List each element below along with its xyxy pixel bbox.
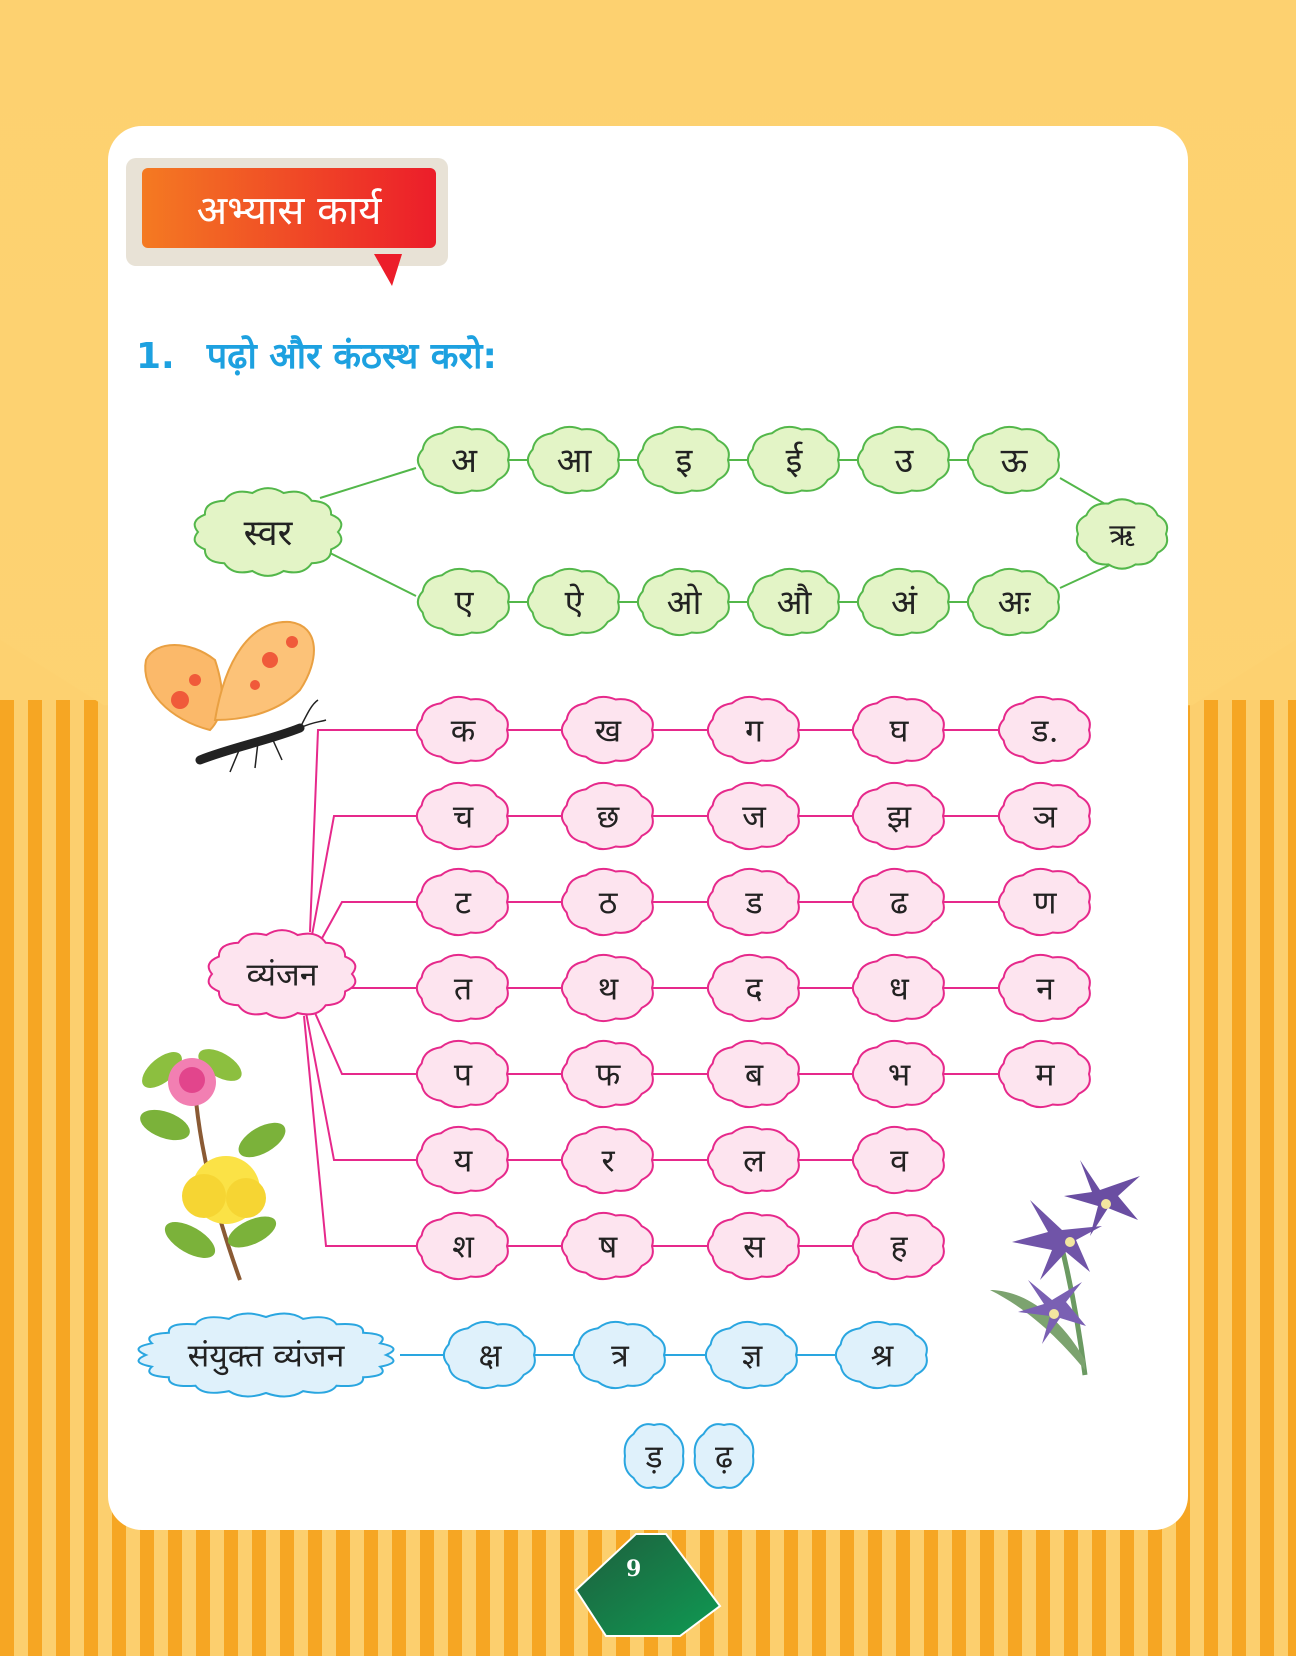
vyanjan-letter — [417, 955, 508, 1021]
letter-label: ढ — [889, 883, 909, 922]
letter-label: संयुक्त व्यंजन — [187, 1336, 345, 1375]
letter-label: ल — [743, 1141, 765, 1180]
vyanjan-letter — [708, 1127, 799, 1193]
letter-label: व्यंजन — [246, 955, 318, 994]
vyanjan-letter — [708, 955, 799, 1021]
letter-label: द — [745, 969, 763, 1008]
vyanjan-letter — [417, 869, 508, 935]
page-number-badge — [570, 1530, 740, 1644]
vyanjan-letter — [853, 783, 944, 849]
vyanjan-letter — [562, 955, 653, 1021]
sanyukt-letter — [444, 1322, 535, 1388]
letter-label: झ — [886, 797, 912, 836]
vyanjan-letter — [562, 1127, 653, 1193]
letter-label: ऐ — [564, 583, 584, 624]
letter-label: य — [453, 1141, 473, 1180]
vyanjan-letter — [999, 697, 1090, 763]
letter-label: ष — [598, 1227, 618, 1266]
vyanjan-letter — [853, 1213, 944, 1279]
vyanjan-letter — [708, 869, 799, 935]
sanyukt-label — [139, 1314, 394, 1397]
swar-letter — [858, 569, 949, 635]
sanyukt-letter — [574, 1322, 665, 1388]
vyanjan-letter — [708, 697, 799, 763]
letter-label: र — [601, 1141, 615, 1180]
question-text: पढ़ो और कंठस्थ करो: — [206, 336, 497, 377]
letter-label: ह — [890, 1227, 908, 1266]
letter-label: फ — [595, 1055, 621, 1094]
vyanjan-letter — [999, 783, 1090, 849]
letter-label: ऊ — [1000, 441, 1028, 482]
swar-connector — [320, 548, 416, 596]
letter-label: भ — [887, 1055, 911, 1094]
letter-label: ग — [744, 711, 764, 750]
vyanjan-letter — [999, 1041, 1090, 1107]
swar-letter — [418, 569, 509, 635]
letter-label: अ — [451, 441, 477, 482]
letter-label: ठ — [598, 883, 618, 922]
swar-letter — [1077, 499, 1167, 568]
letter-label: व — [890, 1141, 908, 1180]
letter-label: क्ष — [478, 1336, 502, 1375]
sanyukt-extra-letter — [695, 1424, 754, 1488]
swar-letter — [968, 427, 1059, 493]
letter-label: ढ़ — [714, 1437, 734, 1476]
vyanjan-letter — [417, 1041, 508, 1107]
vyanjan-letter — [853, 869, 944, 935]
letter-label: उ — [894, 441, 914, 482]
letter-label: ई — [785, 441, 803, 482]
letter-label: त्र — [611, 1336, 629, 1375]
letter-label: म — [1035, 1055, 1055, 1094]
letter-label: ड — [745, 883, 763, 922]
sanyukt-letter — [836, 1322, 927, 1388]
vyanjan-connector — [310, 816, 420, 946]
page-number: 9 — [626, 1556, 642, 1582]
vyanjan-letter — [417, 783, 508, 849]
letter-label: स्वर — [243, 512, 293, 554]
letter-label: ञ — [1033, 797, 1057, 836]
swar-letter — [748, 427, 839, 493]
swar-letter — [968, 569, 1059, 635]
rose-flower-icon — [136, 1043, 291, 1280]
swar-letter — [858, 427, 949, 493]
vyanjan-letter — [708, 1213, 799, 1279]
letter-label: औ — [776, 583, 812, 624]
letter-label: च — [452, 797, 474, 836]
swar-letter — [638, 569, 729, 635]
vyanjan-letter — [853, 697, 944, 763]
letter-label: अः — [997, 583, 1031, 624]
letter-label: ध — [889, 969, 909, 1008]
letter-label: ज — [742, 797, 766, 836]
letter-label: इ — [675, 441, 693, 482]
vyanjan-letter — [562, 783, 653, 849]
letter-label: ब — [744, 1055, 764, 1094]
letter-label: ए — [454, 583, 474, 624]
swar-letter — [418, 427, 509, 493]
letter-label: ट — [454, 883, 472, 922]
letter-label: अं — [891, 583, 917, 624]
letter-label: ड़ — [645, 1437, 663, 1476]
swar-letter — [528, 569, 619, 635]
vyanjan-connector — [304, 1016, 420, 1246]
vyanjan-label — [209, 930, 356, 1018]
vyanjan-letter — [708, 1041, 799, 1107]
vyanjan-letter — [417, 1127, 508, 1193]
butterfly-icon — [145, 622, 326, 772]
letter-label: घ — [889, 711, 909, 750]
vyanjan-letter — [708, 783, 799, 849]
swar-label — [195, 488, 342, 576]
vyanjan-letter — [417, 697, 508, 763]
vyanjan-letter — [562, 869, 653, 935]
letter-label: न — [1036, 969, 1054, 1008]
letter-label: आ — [556, 441, 592, 482]
letter-label: ओ — [666, 583, 702, 624]
vyanjan-letter — [999, 869, 1090, 935]
letter-label: स — [743, 1227, 765, 1266]
sanyukt-letter — [706, 1322, 797, 1388]
lily-flower-icon — [990, 1160, 1140, 1375]
swar-letter — [748, 569, 839, 635]
vyanjan-letter — [853, 1041, 944, 1107]
letter-label: त — [453, 969, 473, 1008]
vyanjan-letter — [562, 697, 653, 763]
letter-label: क — [450, 711, 476, 750]
letter-label: छ — [596, 797, 620, 836]
swar-connector — [1060, 564, 1112, 588]
vyanjan-letter — [562, 1213, 653, 1279]
letter-label: ज्ञ — [741, 1336, 763, 1375]
letter-label: ड. — [1031, 711, 1059, 750]
letter-label: ऋ — [1109, 517, 1135, 553]
letter-label: थ — [597, 969, 619, 1008]
question-number: 1. — [136, 336, 175, 377]
letter-label: ख — [594, 711, 622, 750]
letter-label: श्र — [870, 1336, 894, 1375]
letter-label: प — [453, 1055, 473, 1094]
swar-connector — [320, 468, 416, 498]
heading-title: अभ्यास कार्य — [142, 168, 436, 248]
letter-label: श — [452, 1227, 474, 1266]
sanyukt-extra-letter — [625, 1424, 684, 1488]
vyanjan-letter — [853, 1127, 944, 1193]
vyanjan-letter — [562, 1041, 653, 1107]
vyanjan-letter — [999, 955, 1090, 1021]
vyanjan-letter — [417, 1213, 508, 1279]
swar-letter — [638, 427, 729, 493]
letter-label: ण — [1033, 883, 1057, 922]
vyanjan-letter — [853, 955, 944, 1021]
swar-letter — [528, 427, 619, 493]
